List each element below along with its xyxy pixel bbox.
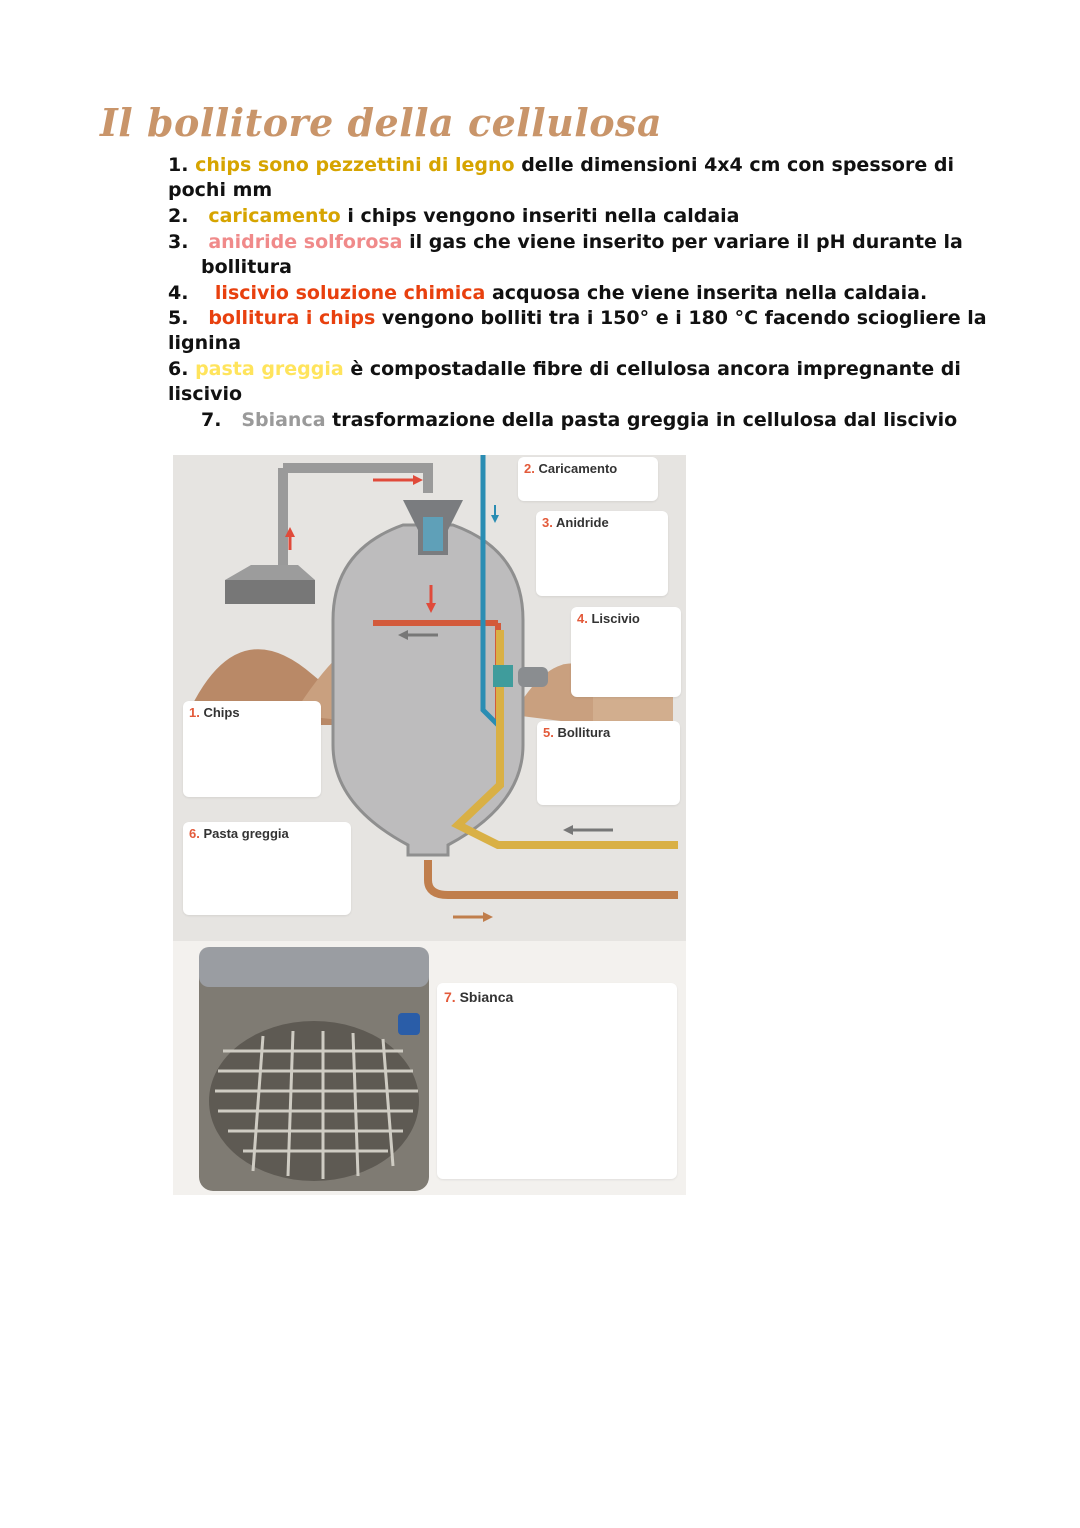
note-number: 1. <box>168 154 189 176</box>
note-number: 6. <box>168 358 189 380</box>
note-text: il gas che viene inserito per variare il pH durante la <box>402 231 963 253</box>
page-title: Il bollitore della cellulosa <box>100 100 663 145</box>
note-number: 2. <box>168 205 189 227</box>
note-keyword: Sbianca <box>241 409 326 431</box>
note-1-continuation: pochi mm <box>168 179 273 201</box>
note-6 <box>168 357 961 381</box>
note-2 <box>168 204 740 228</box>
note-5 <box>168 306 987 330</box>
label-liscivio: 4. Liscivio <box>577 611 640 626</box>
label-pasta-greggia: 6. Pasta greggia <box>189 826 289 841</box>
note-number: 7. <box>201 409 222 431</box>
note-1 <box>168 153 954 177</box>
note-keyword: chips sono pezzettini di legno <box>195 154 515 176</box>
label-bollitura: 5. Bollitura <box>543 725 611 740</box>
note-keyword: liscivio soluzione chimica <box>214 282 486 304</box>
note-text: trasformazione della pasta greggia in cellulosa dal liscivio <box>325 409 958 431</box>
digester-diagram <box>173 455 686 941</box>
note-text: è compostadalle fibre di cellulosa ancora impregnante di <box>343 358 961 380</box>
note-number: 5. <box>168 307 189 329</box>
note-keyword: anidride solforosa <box>208 231 403 253</box>
note-number: 3. <box>168 231 189 253</box>
note-7 <box>201 408 957 432</box>
note-5-continuation: lignina <box>168 332 242 354</box>
label-caricamento: 2. Caricamento <box>524 461 618 476</box>
label-chips: 1. Chips <box>189 705 240 720</box>
note-6-continuation: liscivio <box>168 383 243 405</box>
note-number: 4. <box>168 282 189 304</box>
bleaching-photo-section <box>173 941 686 1195</box>
note-keyword: caricamento <box>208 205 341 227</box>
note-text: acquosa che viene inserita nella caldaia. <box>485 282 928 304</box>
label-anidride: 3. Anidride <box>542 515 609 530</box>
label-box-sbianca <box>437 983 677 1179</box>
note-4 <box>168 281 927 305</box>
note-keyword: bollitura i chips <box>208 307 376 329</box>
note-text: delle dimensioni 4x4 cm con spessore di <box>514 154 954 176</box>
note-keyword: pasta greggia <box>195 358 344 380</box>
note-text: i chips vengono inseriti nella caldaia <box>340 205 740 227</box>
note-3 <box>168 230 963 254</box>
note-text: vengono bolliti tra i 150° e i 180 °C facendo sciogliere la <box>375 307 987 329</box>
note-3-continuation: bollitura <box>201 256 292 278</box>
label-sbianca: 7. Sbianca <box>444 989 514 1005</box>
